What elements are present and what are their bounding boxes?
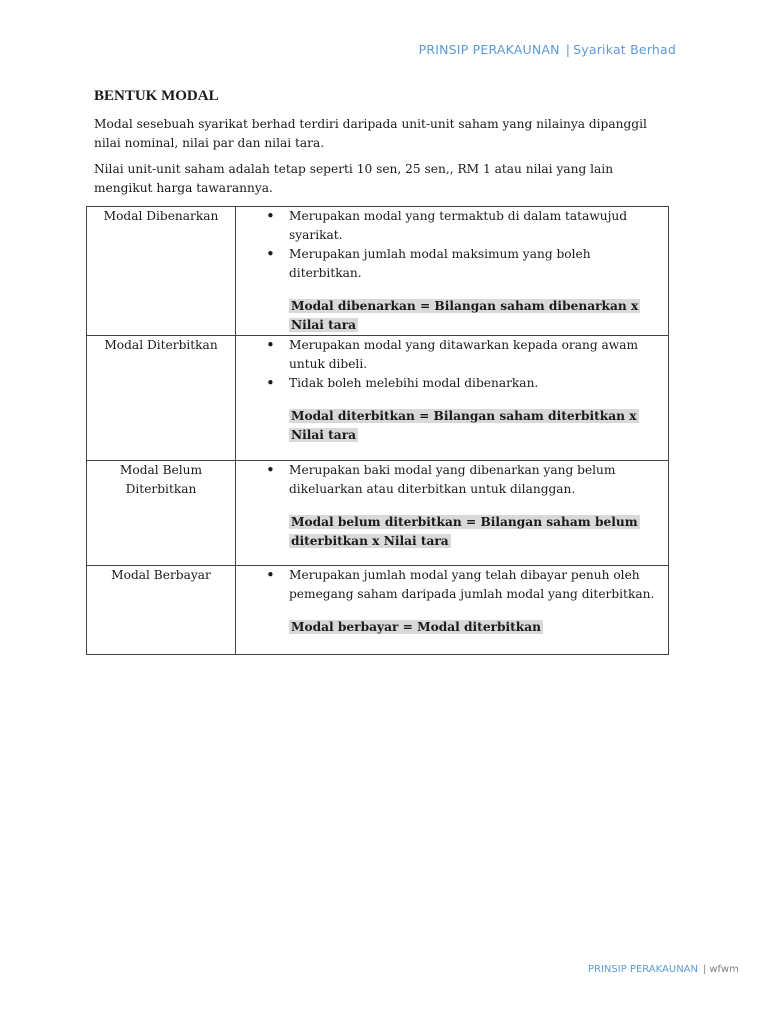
description-list [264, 336, 660, 393]
capital-description [236, 566, 669, 655]
footer-separator: | [703, 964, 707, 975]
header-subject: PRINSIP PERAKAUNAN [418, 42, 560, 57]
capital-description [236, 207, 669, 336]
capital-types-table [86, 206, 669, 655]
footer-tag: wfwm [709, 964, 739, 975]
formula [289, 297, 660, 335]
share-value-paragraph: Nilai unit-unit saham adalah tetap seperti 10 sen, 25 sen,, RM 1 atau nilai yang lain mengikut harga tawarannya. [94, 162, 614, 195]
intro-paragraph: Modal sesebuah syarikat berhad terdiri daripada unit-unit saham yang nilainya dipanggil nilai nominal, nilai par dan nilai tara. [94, 117, 647, 150]
capital-term: Modal Dibenarkan [87, 207, 236, 336]
formula [289, 407, 660, 445]
header-topic: Syarikat Berhad [573, 42, 676, 57]
formula [289, 513, 660, 551]
formula [289, 618, 660, 637]
footer-subject: PRINSIP PERAKAUNAN [588, 964, 698, 975]
capital-term: Modal Berbayar [87, 566, 236, 655]
description-list [264, 207, 660, 283]
capital-term: Modal Belum Diterbitkan [87, 461, 236, 566]
capital-description [236, 461, 669, 566]
table-row [87, 207, 669, 336]
page-footer [588, 964, 739, 975]
description-list [264, 461, 660, 499]
table-row [87, 461, 669, 566]
header-separator: | [565, 42, 571, 57]
description-list [264, 566, 660, 604]
list-item: • Merupakan modal yang termaktub di dalam tatawujud syarikat. [264, 207, 660, 245]
formula-text: Modal diterbitkan = Bilangan saham diterbitkan x Nilai tara [291, 409, 637, 442]
table-row [87, 336, 669, 461]
capital-term: Modal Diterbitkan [87, 336, 236, 461]
list-item: • Tidak boleh melebihi modal dibenarkan. [264, 374, 660, 393]
list-item: • Merupakan baki modal yang dibenarkan yang belum dikeluarkan atau diterbitkan untuk dilanggan. [264, 461, 660, 499]
list-item: • Merupakan modal yang ditawarkan kepada orang awam untuk dibeli. [264, 336, 660, 374]
section-title: BENTUK MODAL [94, 88, 219, 104]
formula-text: Modal belum diterbitkan = Bilangan saham belum diterbitkan x Nilai tara [291, 515, 638, 548]
list-item: • Merupakan jumlah modal yang telah dibayar penuh oleh pemegang saham daripada jumlah modal yang diterbitkan. [264, 566, 660, 604]
page-header [419, 42, 676, 57]
formula-text: Modal berbayar = Modal diterbitkan [291, 620, 541, 634]
formula-text: Modal dibenarkan = Bilangan saham dibenarkan x Nilai tara [291, 299, 639, 332]
capital-description [236, 336, 669, 461]
list-item: • Merupakan jumlah modal maksimum yang boleh diterbitkan. [264, 245, 660, 283]
table-row [87, 566, 669, 655]
